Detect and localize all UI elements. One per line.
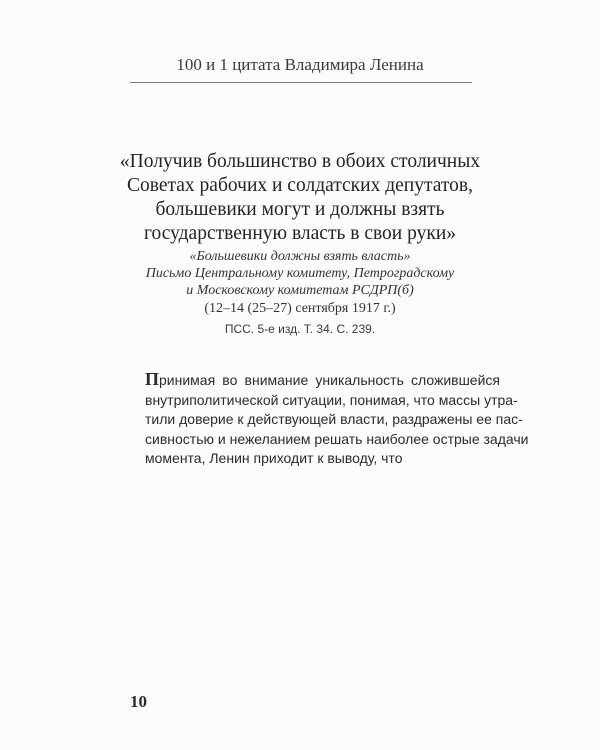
lenin-quote xyxy=(80,150,520,246)
body-line: сивностью и нежеланием решать наиболее острые задачи xyxy=(145,430,529,447)
header-rule xyxy=(130,82,472,83)
source-reference: ПСС. 5-е изд. Т. 34. С. 239. xyxy=(224,322,376,336)
source-date: (12–14 (25–27) сентября 1917 г.) xyxy=(204,301,396,316)
source-line: Письмо Центральному комитету, Петроградскому xyxy=(145,266,455,281)
quote-source xyxy=(100,248,500,299)
source-line: «Большевики должны взять власть» xyxy=(189,249,411,264)
body-first-line-text: ринимая во внимание уникальность сложившейся xyxy=(159,372,500,388)
drop-cap: П xyxy=(145,369,160,389)
body-line: момента, Ленин приходит к выводу, что xyxy=(145,450,403,466)
body-line: внутриполитической ситуации, понимая, что массы утра- xyxy=(145,391,518,408)
quote-line: «Получив большинство в обоих столичных xyxy=(119,151,481,172)
quote-line: государственную власть в свои руки» xyxy=(143,223,457,244)
source-line: и Московскому комитетам РСДРП(б) xyxy=(186,283,414,298)
page-number: 10 xyxy=(130,692,147,711)
body-line xyxy=(145,370,500,391)
quote-line: большевики могут и должны взять xyxy=(155,199,445,220)
body-line: тили доверие к действующей власти, раздражены ее пас- xyxy=(145,411,523,427)
body-paragraph xyxy=(145,369,529,469)
running-header: 100 и 1 цитата Владимира Ленина xyxy=(176,55,424,74)
quote-line: Советах рабочих и солдатских депутатов, xyxy=(127,175,473,196)
